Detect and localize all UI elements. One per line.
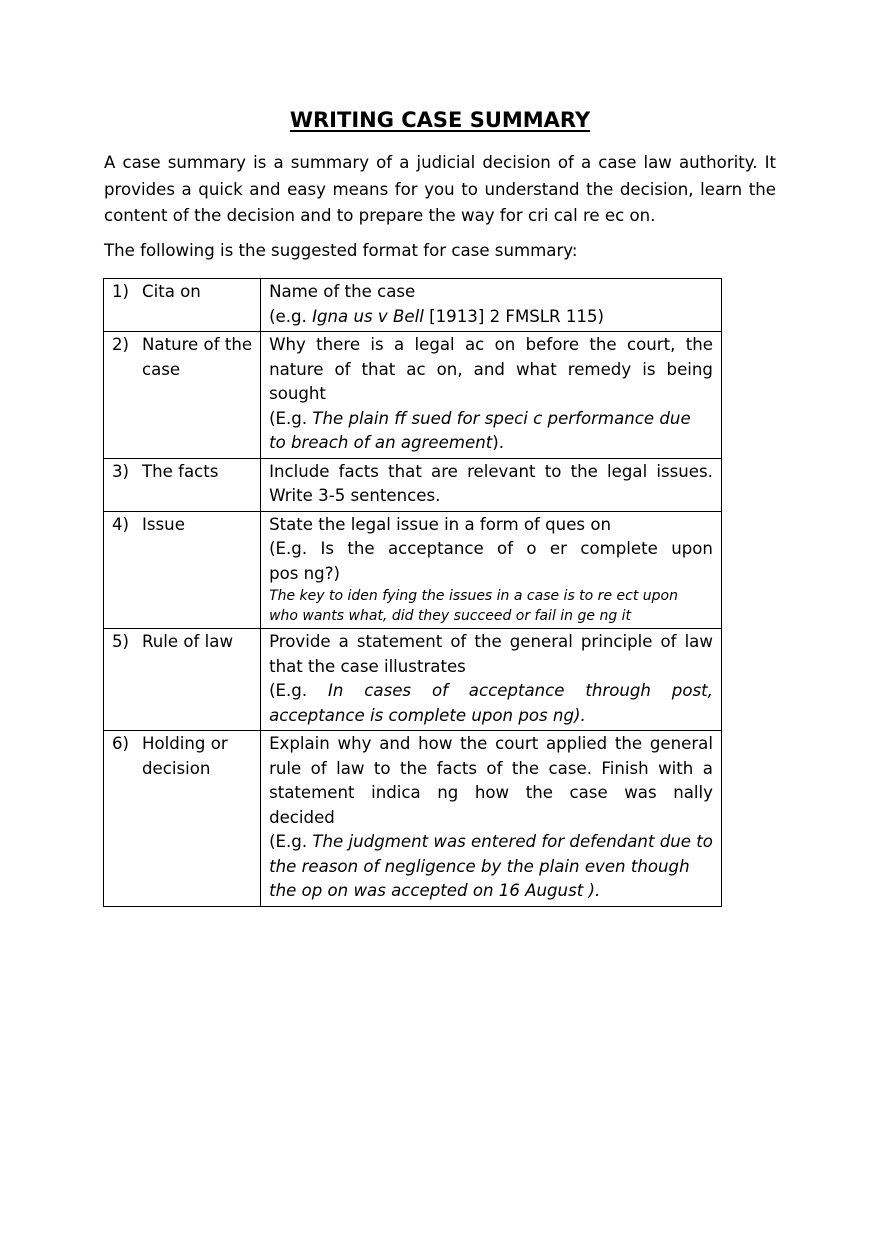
content-line: State the legal issue in a form of ques on: [269, 514, 612, 534]
row-label: [142, 630, 252, 655]
content-line: Why there is a legal ac on before the court, the: [269, 335, 713, 354]
example-italic: the op on was accepted on 16 August ).: [269, 881, 601, 900]
example-italic: to breach of an agreement: [269, 433, 493, 452]
example-line: [269, 830, 713, 855]
row-label-line: Nature of the: [142, 335, 253, 354]
row-content-cell: [261, 629, 722, 731]
content-line: that the case illustrates: [269, 656, 466, 676]
note-line: The key to iden fying the issues in a case is to re ect upon: [269, 588, 678, 604]
row-content-cell: [261, 458, 722, 511]
intro-line: A case summary is a summary of a judicial decision of a case law authority. It: [104, 153, 776, 172]
example-prefix: (e.g.: [269, 306, 313, 326]
content-line: sought: [269, 384, 326, 403]
example-line: [269, 407, 713, 432]
intro-line: provides a quick and easy means for you to understand the decision, learn the: [104, 179, 776, 199]
row-content-cell: [261, 731, 722, 907]
row-content-cell: [261, 332, 722, 459]
row-number: 4): [112, 514, 130, 534]
row-number: 2): [112, 335, 130, 354]
example-italic: the reason of negligence by the plain even though: [269, 856, 690, 876]
content-line: Explain why and how the court applied the general: [269, 734, 713, 753]
content-line: Name of the case: [269, 282, 416, 301]
row-label-cell: [104, 511, 261, 629]
example-italic: acceptance is complete upon pos ng).: [269, 705, 586, 725]
table-row: [104, 629, 722, 731]
row-label-line: Issue: [142, 514, 185, 534]
content-line: Include facts that are relevant to the legal issues.: [269, 461, 713, 481]
row-label: [142, 513, 252, 538]
example-prefix: (E.g.: [269, 408, 313, 428]
row-label-line: Holding or: [142, 734, 228, 753]
row-number: 1): [112, 282, 130, 301]
row-label-cell: [104, 458, 261, 511]
example-line: [269, 679, 713, 704]
content-line: rule of law to the facts of the case. Finish with a: [269, 758, 713, 778]
example-italic: The plain ff sued for speci c performance due: [312, 408, 691, 428]
row-label-line: decision: [142, 758, 211, 778]
example-italic: In cases of acceptance through post,: [327, 681, 713, 700]
row-content-cell: [261, 279, 722, 332]
case-summary-format-table: [103, 278, 722, 907]
example-suffix: ).: [492, 433, 504, 452]
intro-line: content of the decision and to prepare the way for cri cal re ec on.: [104, 206, 656, 225]
row-label-line: Rule of law: [142, 632, 234, 651]
row-number: 5): [112, 632, 130, 651]
row-label: [142, 280, 252, 305]
content-line: decided: [269, 807, 335, 827]
page-title-text: WRITING CASE SUMMARY: [289, 108, 591, 132]
content-line: nature of that ac on, and what remedy is being: [269, 359, 713, 379]
example-suffix: [1913] 2 FMSLR 115): [423, 306, 604, 326]
example-prefix: (E.g.: [269, 832, 313, 851]
row-label-cell: [104, 731, 261, 907]
row-label-cell: [104, 332, 261, 459]
table-row: [104, 279, 722, 332]
content-line: statement indica ng how the case was nally: [269, 783, 713, 802]
row-label-line: Cita on: [142, 282, 201, 301]
table-row: [104, 458, 722, 511]
note-line: who wants what, did they succeed or fail in ge ng it: [269, 608, 632, 624]
table-row: [104, 511, 722, 629]
example-line: [269, 305, 713, 330]
content-line: (E.g. Is the acceptance of o er complete upon: [269, 539, 713, 558]
content-line: pos ng?): [269, 563, 340, 583]
row-label-cell: [104, 629, 261, 731]
content-line: Provide a statement of the general principle of law: [269, 632, 713, 651]
row-label: [142, 333, 252, 382]
intro-paragraph: [104, 150, 776, 230]
example-italic: Igna us v Bell: [312, 306, 424, 326]
table-row: [104, 731, 722, 907]
row-content-cell: [261, 511, 722, 629]
page-title: [0, 106, 880, 134]
row-number: 3): [112, 461, 130, 481]
example-line: [269, 431, 713, 456]
example-italic: The judgment was entered for defendant due to: [312, 832, 713, 851]
row-label: [142, 732, 252, 781]
table-row: [104, 332, 722, 459]
row-label-line: The facts: [142, 461, 219, 481]
row-number: 6): [112, 734, 130, 753]
content-line: Write 3-5 sentences.: [269, 486, 441, 505]
row-label-line: case: [142, 359, 181, 379]
row-label-cell: [104, 279, 261, 332]
row-label: [142, 460, 252, 485]
format-lead-text: The following is the suggested format for case summary:: [104, 241, 578, 260]
example-prefix: (E.g.: [269, 681, 328, 700]
